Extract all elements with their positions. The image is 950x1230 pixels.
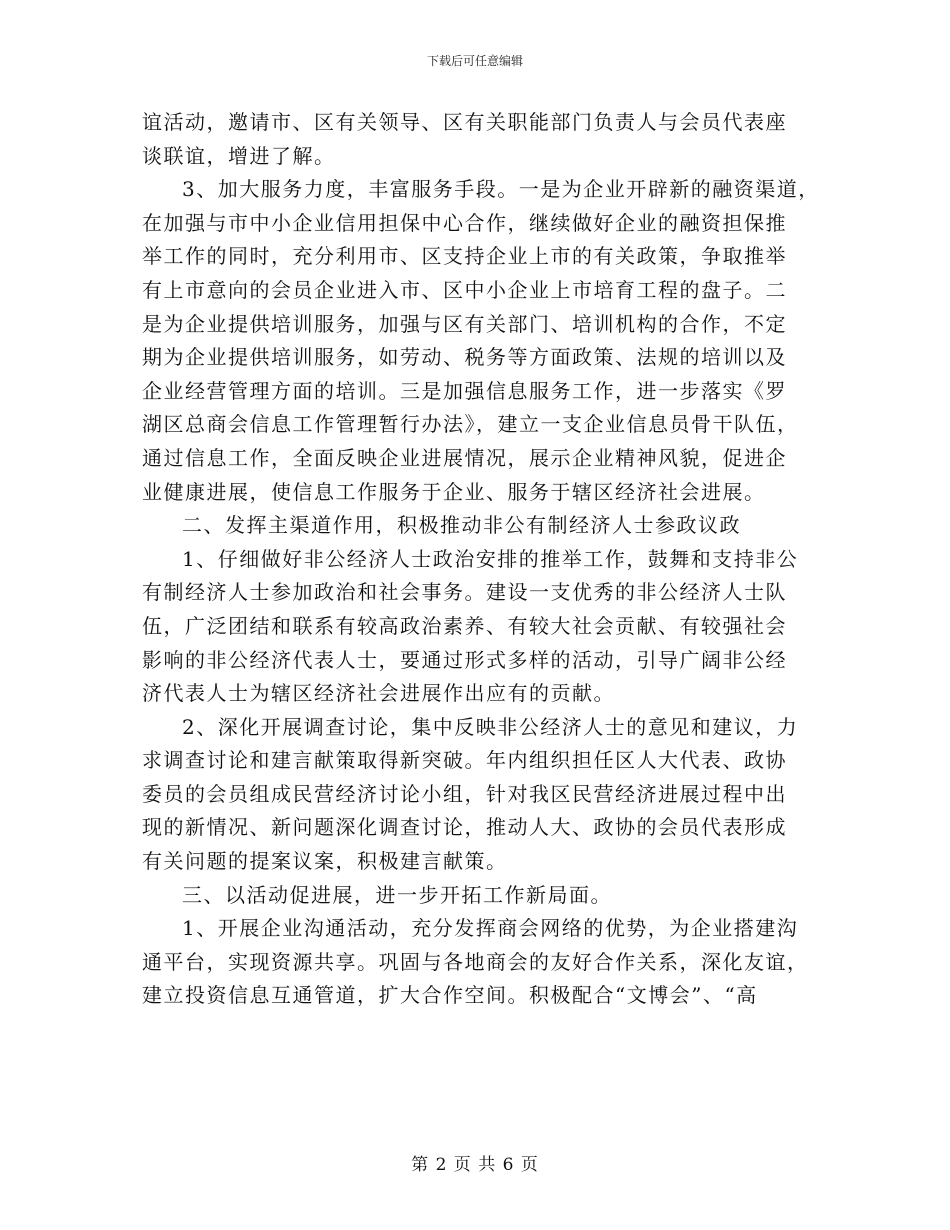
document-body <box>142 106 822 1013</box>
page-header: 下载后可任意编辑 <box>426 54 523 68</box>
text-line: 有关问题的提案议案，积极建言献策。 <box>142 849 508 874</box>
text-line: 有上市意向的会员企业进入市、区中小企业上市培育工程的盘子。二 <box>142 277 787 302</box>
text-line: 业健康进展，使信息工作服务于企业、服务于辖区经济社会进展。 <box>142 479 766 504</box>
text-line: 湖区总商会信息工作管理暂行办法》，建立一支企业信息员骨干队伍， <box>142 412 799 437</box>
page-number: 第 2 页 共 6 页 <box>411 1155 539 1175</box>
text-line: 建立投资信息互通管道，扩大合作空间。积极配合“文博会”、“高 <box>142 983 758 1008</box>
text-line: 谈联谊，增进了解。 <box>142 143 336 168</box>
text-line: 谊活动，邀请市、区有关领导、区有关职能部门负责人与会员代表座 <box>142 110 787 134</box>
text-line: 是为企业提供培训服务，加强与区有关部门、培训机构的合作，不定 <box>142 311 787 336</box>
text-line: 委员的会员组成民营经济讨论小组，针对我区民营经济进展过程中出 <box>142 781 787 806</box>
text-line: 在加强与市中小企业信用担保中心合作，继续做好企业的融资担保推 <box>142 210 787 235</box>
text-line: 通平台，实现资源共享。巩固与各地商会的友好合作关系，深化友谊， <box>142 949 809 974</box>
section-heading: 二、发挥主渠道作用，积极推动非公有制经济人士参政议政 <box>182 513 741 538</box>
text-line: 济代表人士为辖区经济社会进展作出应有的贡献。 <box>142 681 615 706</box>
text-line: 求调查讨论和建言献策取得新突破。年内组织担任区人大代表、政协 <box>142 748 787 773</box>
text-line: 企业经营管理方面的培训。三是加强信息服务工作，进一步落实《罗 <box>142 378 787 403</box>
paragraph-start-line: 3、加大服务力度，丰富服务手段。一是为企业开辟新的融资渠道， <box>182 177 820 202</box>
text-line: 影响的非公经济代表人士，要通过形式多样的活动，引导广阔非公经 <box>142 647 787 672</box>
section-heading: 三、以活动促进展，进一步开拓工作新局面。 <box>182 882 612 907</box>
text-line: 伍，广泛团结和联系有较高政治素养、有较大社会贡献、有较强社会 <box>142 613 787 638</box>
text-line: 现的新情况、新问题深化调查讨论，推动人大、政协的会员代表形成 <box>142 815 787 840</box>
text-line: 期为企业提供培训服务，如劳动、税务等方面政策、法规的培训以及 <box>142 345 787 370</box>
text-line: 有制经济人士参加政治和社会事务。建设一支优秀的非公经济人士队 <box>142 580 787 605</box>
paragraph-start-line: 1、仔细做好非公经济人士政治安排的推举工作，鼓舞和支持非公 <box>182 546 799 571</box>
paragraph-start-line: 2、深化开展调查讨论，集中反映非公经济人士的意见和建议，力 <box>182 714 799 739</box>
paragraph-start-line: 1、开展企业沟通活动，充分发挥商会网络的优势，为企业搭建沟 <box>182 916 799 941</box>
text-line: 通过信息工作，全面反映企业进展情况，展示企业精神风貌，促进企 <box>142 445 787 470</box>
text-line: 举工作的同时，充分利用市、区支持企业上市的有关政策，争取推举 <box>142 244 787 269</box>
